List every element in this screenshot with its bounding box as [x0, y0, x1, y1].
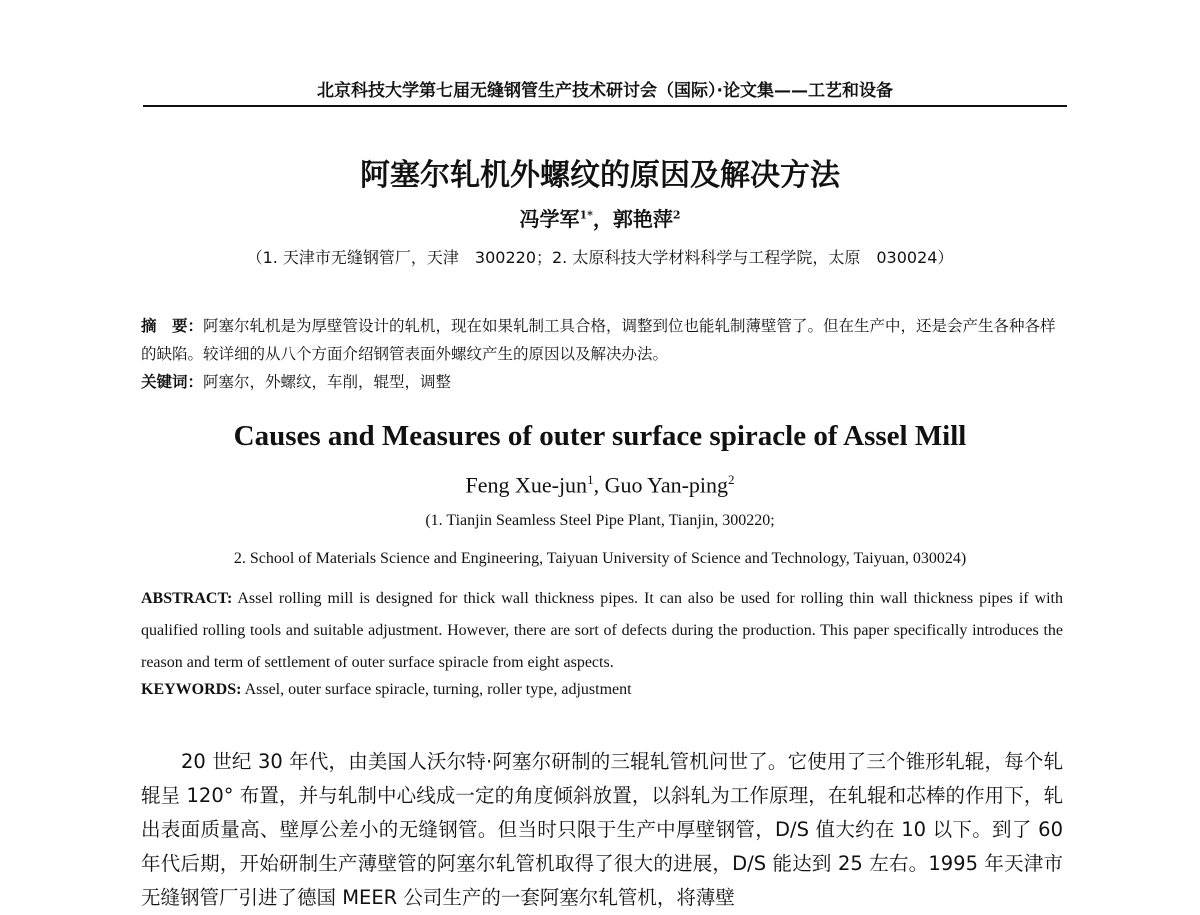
english-author-1: Feng Xue-jun: [465, 472, 588, 498]
chinese-abstract-block: [141, 312, 1061, 396]
english-abstract: [141, 583, 1063, 679]
chinese-author-2-mark: 2: [672, 208, 681, 222]
chinese-keywords-text: 阿塞尔，外螺纹，车削，辊型，调整: [203, 373, 452, 391]
english-title: Causes and Measures of outer surface spiracle of Assel Mill: [233, 420, 967, 452]
chinese-author-1-mark: 1*: [579, 208, 593, 222]
english-abstract-text: Assel rolling mill is designed for thick wall thickness pipes. It can also be used for rolling thin wall thickness pipes if with qualified rolling tools and suitable adjustment. However, there are sort of defects during the production. This paper specifically introduces the reason and term of settlement of outer surface spiracle from eight aspects.: [141, 590, 1063, 671]
chinese-abstract-label: 摘 要：: [141, 317, 204, 335]
english-author-2-mark: 2: [728, 472, 735, 487]
chinese-affiliation: （1. 天津市无缝钢管厂，天津 300220；2. 太原科技大学材料科学与工程学院，太原 030024）: [246, 248, 954, 267]
english-authors: [0, 472, 1200, 498]
chinese-keywords: [141, 368, 1061, 396]
chinese-abstract: [141, 312, 1061, 368]
chinese-author-2: 郭艳萍: [612, 207, 673, 231]
english-keywords-label: KEYWORDS:: [141, 681, 242, 698]
chinese-abstract-text: 阿塞尔轧机是为厚壁管设计的轧机，现在如果轧制工具合格，调整到位也能轧制薄壁管了。但在生产中，还是会产生各种各样的缺陷。较详细的从八个方面介绍钢管表面外螺纹产生的原因以及解决办法。: [141, 317, 1056, 363]
english-abstract-label: ABSTRACT:: [141, 590, 233, 607]
english-affiliation-1: (1. Tianjin Seamless Steel Pipe Plant, Tianjin, 300220;: [425, 512, 775, 529]
body-paragraph: [141, 745, 1063, 915]
chinese-title: 阿塞尔轧机外螺纹的原因及解决方法: [360, 158, 840, 193]
english-affiliation-2: 2. School of Materials Science and Engineering, Taiyuan University of Science and Technology, Taiyuan, 030024): [233, 550, 967, 567]
english-keywords: [141, 678, 1063, 702]
english-author-2: Guo Yan-ping: [604, 472, 729, 498]
english-keywords-text: Assel, outer surface spiracle, turning, roller type, adjustment: [241, 681, 632, 698]
english-author-1-mark: 1: [587, 472, 594, 487]
chinese-authors: [0, 203, 1200, 232]
running-header: 北京科技大学第七届无缝钢管生产技术研讨会（国际）·论文集——工艺和设备: [143, 76, 1067, 107]
chinese-author-separator: ，: [592, 207, 613, 231]
body-paragraph-text: 20 世纪 30 年代，由美国人沃尔特·阿塞尔研制的三辊轧管机问世了。它使用了三个锥形轧辊，每个轧辊呈 120° 布置，并与轧制中心线成一定的角度倾斜放置，以斜轧为工作原理，在轧辊和芯棒的作用下，轧出表面质量高、壁厚公差小的无缝钢管。但当时只限于生产中厚壁钢管，D/S 值大约在 10 以下。到了 60 年代后期，开始研制生产薄壁管的阿塞尔轧管机取得了很大的进展，D/S 能达到 25 左右。1995 年天津市无缝钢管厂引进了德国 MEER 公司生产的一套阿塞尔轧管机，将薄壁: [141, 750, 1063, 909]
english-author-separator: ,: [593, 472, 605, 498]
chinese-keywords-label: 关键词：: [141, 373, 204, 391]
chinese-author-1: 冯学军: [519, 207, 580, 231]
